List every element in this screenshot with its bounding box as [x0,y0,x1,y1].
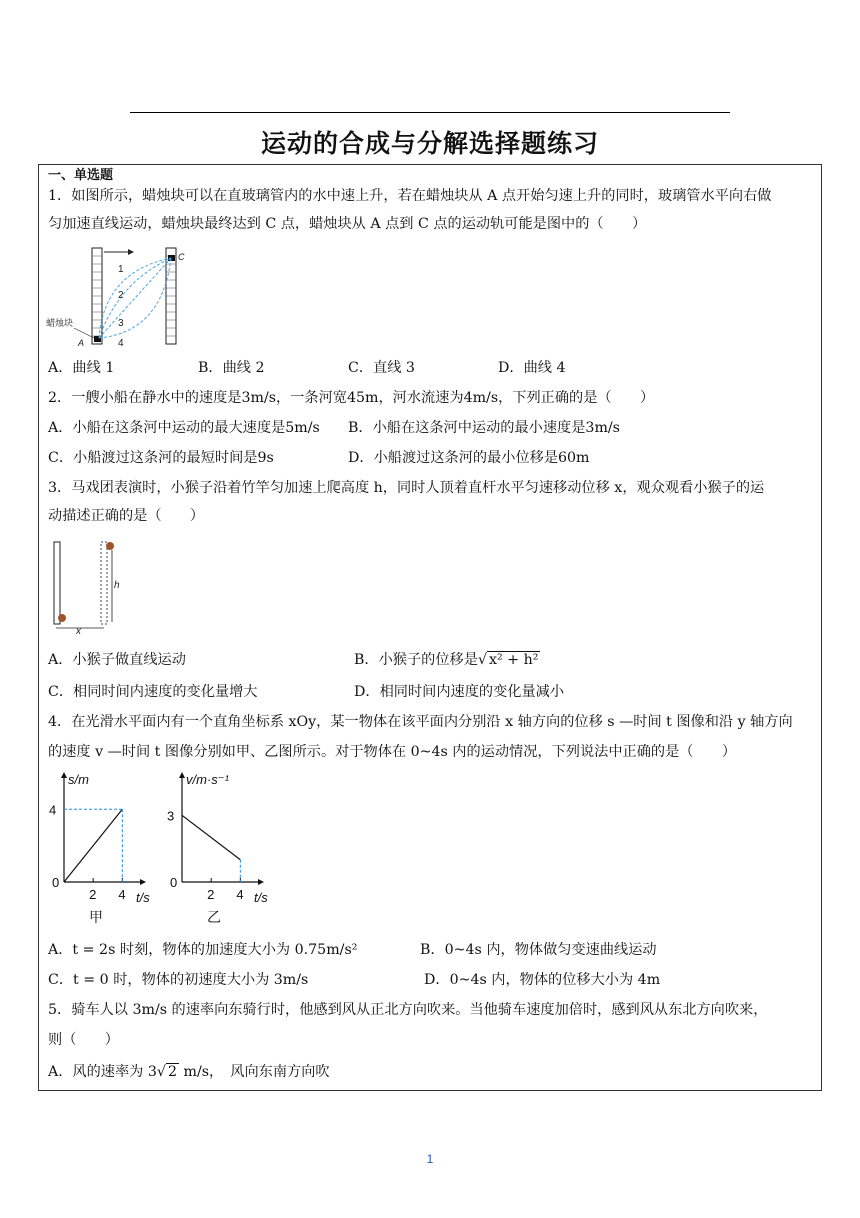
yi-caption: 乙 [207,909,221,925]
q1-figure [44,242,204,354]
jia-xtick-label-1: 2 [89,887,97,902]
q2-option-a: A．小船在这条河中运动的最大速度是5m/s [48,420,320,436]
sqrt-symbol: √ [477,652,487,668]
q4-stem-line1: 4．在光滑水平面内有一个直角坐标系 xOy，某一物体在该平面内分别沿 x 轴方向的位移 s —时间 t 图像和沿 y 轴方向 [48,714,793,730]
q2-stem: 2．一艘小船在静水中的速度是3m/s，一条河宽45m，河水流速为4m/s，下列正确的是（ ） [48,390,655,406]
q3-stem-line2: 动描述正确的是（ ） [48,508,205,524]
yi-xtick-label-1: 2 [207,887,215,902]
q1-option-d: D．曲线 4 [498,360,566,376]
candle-label: 蜡烛块 [46,318,74,328]
curve-label-4: 4 [118,338,124,349]
q5-option-a-prefix: A．风的速率为 3 [48,1064,157,1080]
monkey-end [106,542,114,550]
curve-label-1: 1 [118,264,124,275]
q4-option-b: B．0~4s 内，物体做匀变速曲线运动 [420,942,657,958]
trajectory-curves [99,258,171,338]
q2-option-d: D．小船渡过这条河的最小位移是60m [348,450,590,466]
q3-option-b-radicand: x² + h² [488,652,539,668]
q5-option-a-radicand: 2 [167,1064,177,1080]
chart-jia [44,770,164,930]
q5-option-a [48,1062,330,1082]
q1-option-c: C．直线 3 [348,360,415,376]
yi-xlabel: t/s [254,890,268,905]
tube-left [92,248,102,344]
section-label: 一、单选题 [48,168,114,183]
q3-stem-line1: 3．马戏团表演时，小猴子沿着竹竿匀加速上爬高度 h，同时人顶着直杆水平匀速移动位移 x，观众观看小猴子的运 [48,480,765,496]
q4-option-a: A．t = 2s 时刻，物体的加速度大小为 0.75m/s² [48,942,358,958]
q4-option-c: C．t = 0 时，物体的初速度大小为 3m/s [48,972,309,988]
header-rule [130,112,730,113]
page-number: 1 [426,1152,434,1166]
q3-option-c: C．相同时间内速度的变化量增大 [48,684,258,700]
yi-origin-label: 0 [170,875,178,890]
displacement-label: x [76,626,81,636]
yi-ytick-label-0: 3 [167,808,175,824]
q1-stem-line2: 匀加速直线运动，蜡烛块最终达到 C 点，蜡烛块从 A 点到 C 点的运动轨可能是图中的（ ） [48,216,647,232]
q1-stem-line1: 1．如图所示，蜡烛块可以在直玻璃管内的水中速上升，若在蜡烛块从 A 点开始匀速上升的同时，玻璃管水平向右做 [48,188,772,204]
q4-stem-line2: 的速度 v —时间 t 图像分别如甲、乙图所示。对于物体在 0~4s 内的运动情况，下列说法中正确的是（ ） [48,744,737,760]
pole-start [54,542,60,624]
jia-x-arrow [140,879,146,885]
height-label: h [114,580,120,591]
yi-y-arrow [179,772,185,778]
monkey-start [58,614,66,622]
point-a-label: A [78,338,85,348]
q1-option-b: B．曲线 2 [198,360,265,376]
yi-xtick-label-2: 4 [236,887,244,902]
q3-option-b [354,650,540,670]
q1-option-a: A．曲线 1 [48,360,115,376]
curve-label-3: 3 [118,318,124,329]
yi-x-arrow [258,879,264,885]
jia-ytick-label-0: 4 [49,802,57,818]
jia-xlabel: t/s [136,890,150,905]
q4-option-d: D．0~4s 内，物体的位移大小为 4m [424,972,661,988]
q2-option-b: B．小船在这条河中运动的最小速度是3m/s [348,420,620,436]
q3-option-b-prefix: B．小猴子的位移是 [354,652,478,668]
q2-option-c: C．小船渡过这条河的最短时间是9s [48,450,274,466]
pole-end [101,542,107,624]
yi-ylabel: v/m·s⁻¹ [186,772,229,787]
q3-option-d: D．相同时间内速度的变化量减小 [354,684,565,700]
jia-xtick-label-2: 4 [118,887,126,902]
jia-caption: 甲 [89,909,103,925]
q5-option-a-suffix: m/s， 风向东南方向吹 [179,1064,330,1080]
q3-figure [46,536,136,636]
q5-stem-line1: 5．骑车人以 3m/s 的速率向东骑行时，他感到风从正北方向吹来。当他骑车速度加倍时，感到风从东北方向吹来， [48,1002,768,1018]
yi-data-line [182,815,240,859]
sqrt-symbol: √ [156,1064,166,1080]
point-c-label: C [178,252,185,262]
curve-label-2: 2 [118,290,124,301]
jia-ylabel: s/m [68,772,89,787]
jia-data-line [64,809,122,882]
jia-origin-label: 0 [52,875,60,890]
q5-stem-line2: 则（ ） [48,1032,119,1048]
page-title: 运动的合成与分解选择题练习 [260,129,599,158]
jia-y-arrow [61,772,67,778]
q3-option-a: A．小猴子做直线运动 [48,652,186,668]
chart-yi [162,770,282,930]
